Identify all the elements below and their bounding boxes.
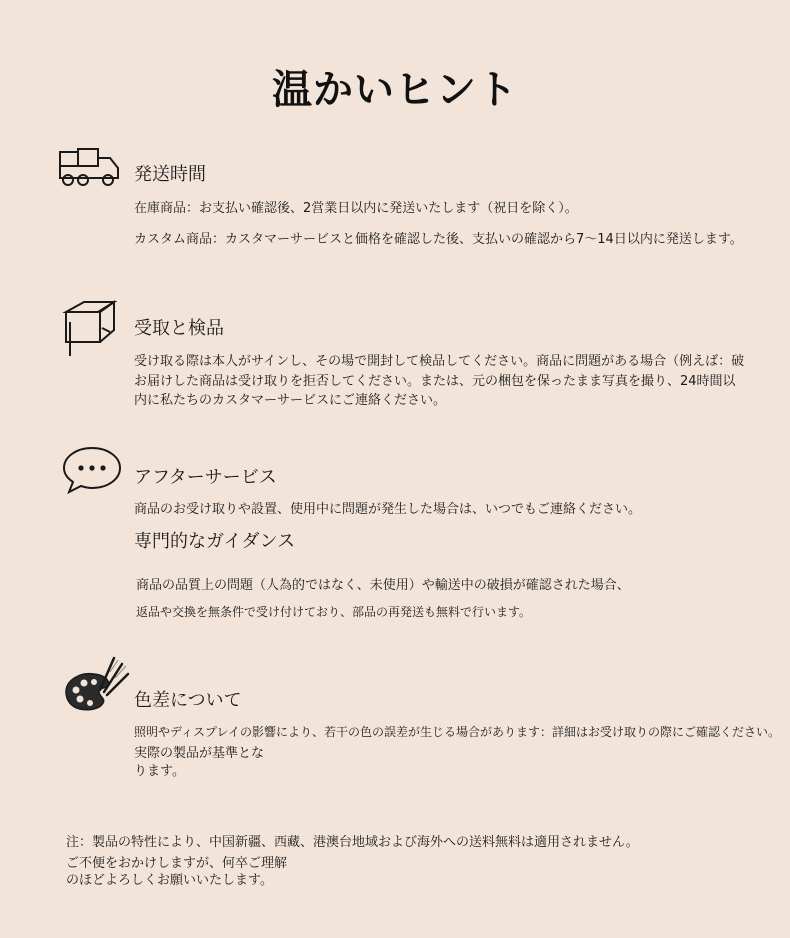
box-icon bbox=[62, 298, 120, 360]
shipping-custom-text: カスタム商品：カスタマーサービスと価格を確認した後、支払いの確認から7〜14日以内に発送します。 bbox=[134, 232, 743, 247]
guidance-text-line2: 返品や交換を無条件で受け付けており、部品の再発送も無料で行います。 bbox=[136, 605, 532, 619]
shipping-heading: 発送時間 bbox=[134, 164, 206, 185]
inspection-text-line3: 内に私たちのカスタマーサービスにご連絡ください。 bbox=[134, 393, 447, 408]
chat-bubble-icon bbox=[60, 444, 124, 496]
paint-palette-icon bbox=[60, 652, 134, 716]
shipping-stock-text: 在庫商品：お支払い確認後、2営業日以内に発送いたします（祝日を除く）。 bbox=[134, 201, 578, 216]
color-heading: 色差について bbox=[134, 690, 242, 711]
inspection-text-line2: お届けした商品は受け取りを拒否してください。または、元の梱包を保ったまま写真を撮り、24時間以 bbox=[134, 374, 736, 389]
after-service-heading: アフターサービス bbox=[134, 467, 277, 488]
inspection-text-line1: 受け取る際は本人がサインし、その場で開封して検品してください。商品に問題がある場合（例えば：破 bbox=[134, 354, 745, 369]
note-text-line3: のほどよろしくお願いいたします。 bbox=[66, 873, 273, 888]
after-service-text: 商品のお受け取りや設置、使用中に問題が発生した場合は、いつでもご連絡ください。 bbox=[134, 502, 642, 517]
color-text-line1: 照明やディスプレイの影響により、若干の色の誤差が生じる場合があります：詳細はお受け取りの際にご確認ください。 bbox=[134, 725, 780, 739]
guidance-text-line1: 商品の品質上の問題（人為的ではなく、未使用）や輸送中の破損が確認された場合、 bbox=[136, 578, 630, 593]
color-text-line2: 実際の製品が基準とな bbox=[134, 746, 265, 761]
note-text-line2: ご不便をおかけしますが、何卒ご理解 bbox=[66, 856, 288, 871]
inspection-heading: 受取と検品 bbox=[134, 318, 224, 339]
truck-icon bbox=[56, 146, 126, 190]
guidance-heading: 専門的なガイダンス bbox=[134, 531, 296, 552]
color-text-line3: ります。 bbox=[134, 764, 185, 779]
note-text-line1: 注：製品の特性により、中国新疆、西藏、港澳台地域および海外への送料無料は適用されません。 bbox=[66, 835, 639, 850]
page-title: 温かいヒント bbox=[272, 67, 518, 113]
